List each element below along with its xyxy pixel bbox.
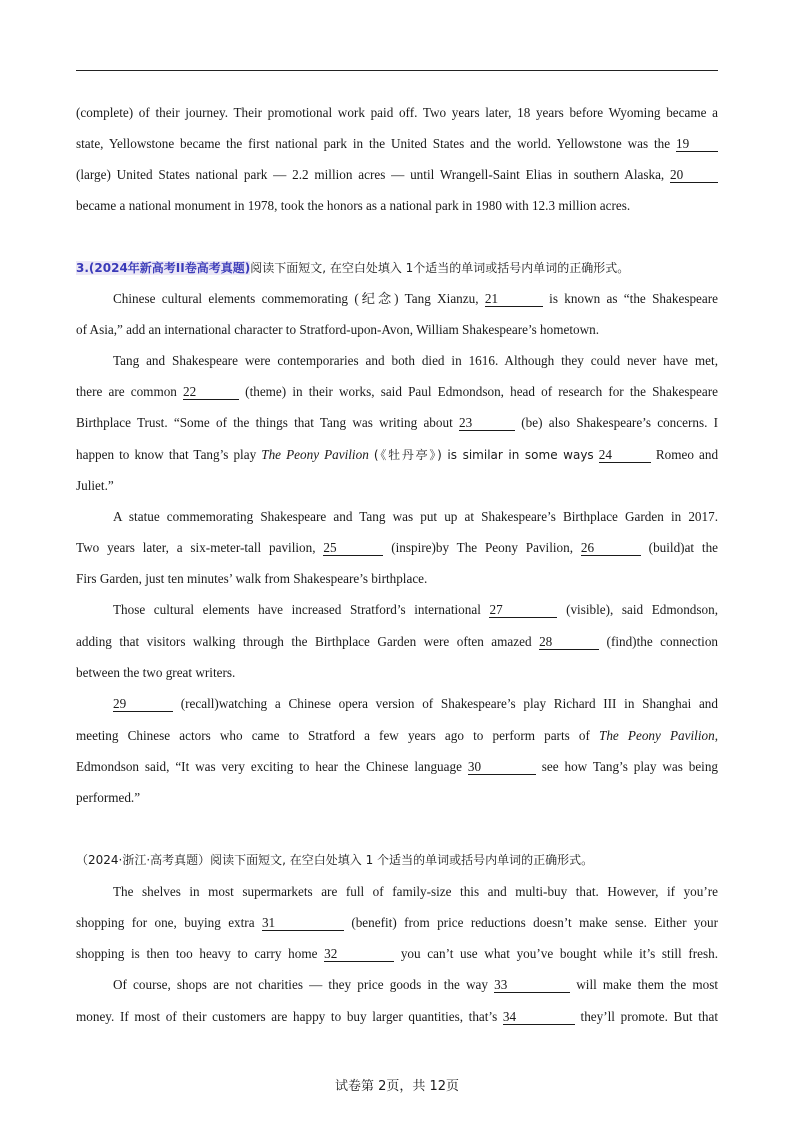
blank-24[interactable]: 24 xyxy=(599,447,651,463)
blank-19[interactable]: 19 xyxy=(676,136,718,152)
passage-line: shopping is then too heavy to carry home 32 you can’t use what you’ve bought while it’s still fresh. xyxy=(76,946,719,961)
passage-line: between the two great writers. xyxy=(76,665,236,680)
passage-line: (large) United States national park — 2.2 million acres — until Wrangell-Saint Elias in southern Alaska, 20 xyxy=(76,166,718,184)
blank-25[interactable]: 25 xyxy=(323,540,383,556)
passage-line: Edmondson said, “It was very exciting to hear the Chinese language 30 see how Tang’s play was being xyxy=(76,759,719,774)
passage-line: Firs Garden, just ten minutes’ walk from Shakespeare’s birthplace. xyxy=(76,571,428,586)
passage-line: 29 (recall)watching a Chinese opera version of Shakespeare’s play Richard III in Shanghai and xyxy=(113,696,718,711)
blank-26[interactable]: 26 xyxy=(581,540,641,556)
page-footer: 试卷第 2页，共 12页 xyxy=(334,1079,460,1094)
header-rule xyxy=(76,70,718,71)
blank-22[interactable]: 22 xyxy=(183,384,239,400)
section-heading xyxy=(76,259,718,277)
passage-line: Chinese cultural elements commemorating (纪念) Tang Xianzu, 21 is known as “the Shakespeare xyxy=(113,291,718,306)
passage-line: A statue commemorating Shakespeare and Tang was put up at Shakespeare’s Birthplace Garden in 2017. xyxy=(113,509,718,524)
blank-23[interactable]: 23 xyxy=(459,415,515,431)
blank-33[interactable]: 33 xyxy=(494,977,570,993)
passage-line: of Asia,” add an international character to Stratford-upon-Avon, William Shakespeare’s hometown. xyxy=(76,322,600,337)
passage-line: shopping for one, buying extra 31 (benefit) from price reductions doesn’t make sense. Either your xyxy=(76,915,719,930)
passage-line: happen to know that Tang’s play The Peony Pavilion (《牡丹亭》) is similar in some ways 24 Romeo and xyxy=(76,447,719,462)
instruction-text: （2024·浙江·高考真题）阅读下面短文, 在空白处填入 1 个适当的单词或括号内单词的正确形式。 xyxy=(76,853,594,867)
blank-28[interactable]: 28 xyxy=(539,634,599,650)
passage-line: performed.” xyxy=(76,790,141,805)
blank-31[interactable]: 31 xyxy=(262,915,344,931)
passage-line: became a national monument in 1978, took the honors as a national park in 1980 with 12.3 million acres. xyxy=(76,198,631,213)
passage-line: adding that visitors walking through the Birthplace Garden were often amazed 28 (find)the connection xyxy=(76,634,719,649)
passage-line: Of course, shops are not charities — they price goods in the way 33 will make them the most xyxy=(113,977,719,992)
passage-line: Birthplace Trust. “Some of the things that Tang was writing about 23 (be) also Shakespeare’s concerns. I xyxy=(76,415,719,430)
passage-line: (complete) of their journey. Their promotional work paid off. Two years later, 18 years before Wyoming became a xyxy=(76,105,718,120)
blank-20[interactable]: 20 xyxy=(670,167,718,183)
passage-line: Those cultural elements have increased Stratford’s international 27 (visible), said Edmondson, xyxy=(113,602,719,617)
blank-34[interactable]: 34 xyxy=(503,1009,575,1025)
blank-27[interactable]: 27 xyxy=(489,602,557,618)
passage-line: Tang and Shakespeare were contemporaries and both died in 1616. Although they could never have met, xyxy=(113,353,718,368)
source-tag: 3.(2024年新高考II卷高考真题) xyxy=(76,261,251,275)
instruction-text: 阅读下面短文, 在空白处填入 1个适当的单词或括号内单词的正确形式。 xyxy=(250,261,630,275)
blank-29[interactable]: 29 xyxy=(113,696,173,712)
passage-line: Two years later, a six-meter-tall pavilion, 25 (inspire)by The Peony Pavilion, 26 (build)at the xyxy=(76,540,719,555)
blank-30[interactable]: 30 xyxy=(468,759,536,775)
section-heading xyxy=(76,851,718,869)
passage-line: Juliet.” xyxy=(76,478,114,493)
blank-21[interactable]: 21 xyxy=(485,291,543,307)
passage-line: The shelves in most supermarkets are full of family-size this and multi-buy that. However, if you’re xyxy=(113,884,718,899)
passage-line: state, Yellowstone became the first national park in the United States and the world. Yellowstone was the 19 xyxy=(76,135,718,153)
passage-line: there are common 22 (theme) in their works, said Paul Edmondson, head of research for the Shakespeare xyxy=(76,384,718,399)
passage-line: money. If most of their customers are happy to buy larger quantities, that’s 34 they’ll promote. But that xyxy=(76,1009,719,1024)
passage-line: meeting Chinese actors who came to Stratford a few years ago to perform parts of The Peony Pavilion, xyxy=(76,728,718,743)
blank-32[interactable]: 32 xyxy=(324,946,394,962)
